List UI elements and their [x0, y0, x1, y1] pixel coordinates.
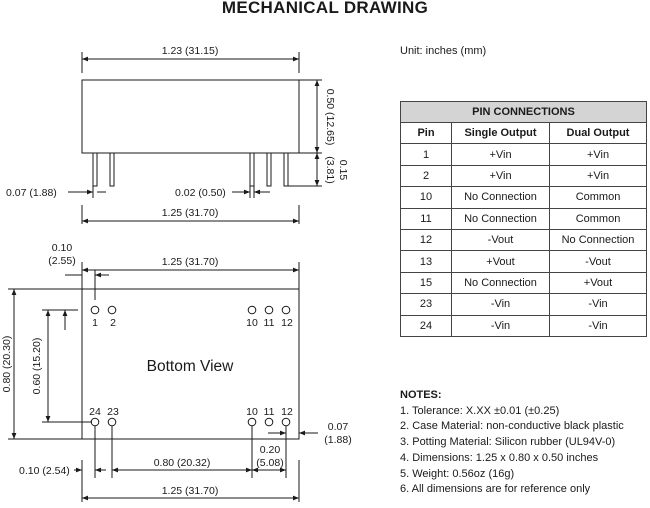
pin-hole: [91, 306, 99, 314]
note-item: 3. Potting Material: Silicon rubber (UL94V-0): [400, 436, 616, 449]
pin-number: 12: [281, 317, 293, 329]
dim-label: 0.80 (20.30): [1, 335, 13, 393]
table-row: [401, 294, 647, 315]
pin-cell: 15: [401, 272, 452, 293]
note-item: 5. Weight: 0.56oz (16g): [400, 467, 515, 480]
dim-label: 1.25 (31.70): [161, 207, 219, 219]
side-pin: [284, 153, 288, 186]
pin-number: 23: [107, 406, 119, 418]
pin-number: 12: [281, 406, 293, 418]
dual-output-cell: Common: [550, 187, 647, 208]
single-output-cell: -Vout: [452, 229, 550, 250]
dim-label: (3.81): [324, 156, 336, 184]
pin-connections-table: [400, 101, 647, 337]
pin-hole: [108, 418, 116, 426]
module-body-side: [82, 80, 299, 153]
dim-label: 0.10: [51, 242, 73, 254]
dim-label: 0.80 (20.32): [153, 457, 211, 469]
pin-hole: [108, 306, 116, 314]
table-row: [401, 144, 647, 165]
dual-output-cell: -Vout: [550, 251, 647, 272]
pin-hole: [282, 306, 290, 314]
dual-output-cell: +Vout: [550, 272, 647, 293]
table-row: [401, 229, 647, 250]
pin-cell: 10: [401, 187, 452, 208]
pin-hole: [248, 418, 256, 426]
single-output-cell: No Connection: [452, 187, 550, 208]
table-row: [401, 251, 647, 272]
column-header-pin: Pin: [401, 123, 452, 144]
pin-cell: 13: [401, 251, 452, 272]
pin-hole: [91, 418, 99, 426]
dim-label: 1.25 (31.70): [161, 256, 219, 268]
pin-number: 1: [92, 317, 98, 329]
dual-output-cell: No Connection: [550, 229, 647, 250]
note-item: 2. Case Material: non-conductive black plastic: [400, 420, 624, 433]
table-row: [401, 187, 647, 208]
pin-hole: [282, 418, 290, 426]
side-pin: [110, 153, 114, 186]
table-row: [401, 272, 647, 293]
pin-hole: [265, 418, 273, 426]
pin-number: 2: [110, 317, 116, 329]
pin-cell: 2: [401, 165, 452, 186]
dim-label: 0.60 (15.20): [31, 337, 43, 395]
side-pin: [250, 153, 254, 186]
dim-label: 0.20: [259, 444, 281, 456]
dim-label: (1.88): [324, 434, 352, 446]
dual-output-cell: Common: [550, 208, 647, 229]
dim-label: 0.07: [327, 421, 349, 433]
pin-number: 10: [246, 317, 258, 329]
pin-number: 11: [263, 317, 275, 329]
pin-cell: 23: [401, 294, 452, 315]
side-pin: [267, 153, 271, 186]
single-output-cell: +Vin: [452, 144, 550, 165]
column-header-single-output: Single Output: [452, 123, 550, 144]
table-caption: PIN CONNECTIONS: [401, 102, 647, 123]
single-output-cell: +Vout: [452, 251, 550, 272]
table-row: [401, 165, 647, 186]
pin-hole: [248, 306, 256, 314]
dim-label: 0.50 (12.65): [324, 88, 336, 146]
dual-output-cell: -Vin: [550, 294, 647, 315]
single-output-cell: -Vin: [452, 294, 550, 315]
note-item: 6. All dimensions are for reference only: [400, 483, 591, 496]
dual-output-cell: -Vin: [550, 315, 647, 336]
dim-label: 1.23 (31.15): [161, 45, 219, 57]
pin-cell: 24: [401, 315, 452, 336]
side-pin: [93, 153, 97, 186]
pin-hole: [265, 306, 273, 314]
notes-heading: NOTES:: [400, 389, 442, 401]
pin-number: 10: [246, 406, 258, 418]
dual-output-cell: +Vin: [550, 165, 647, 186]
dim-label: (5.08): [256, 457, 284, 469]
single-output-cell: +Vin: [452, 165, 550, 186]
table-row: [401, 208, 647, 229]
pin-cell: 1: [401, 144, 452, 165]
table-row: [401, 315, 647, 336]
dual-output-cell: +Vin: [550, 144, 647, 165]
pin-cell: 11: [401, 208, 452, 229]
pin-cell: 12: [401, 229, 452, 250]
dim-label: 0.02 (0.50): [175, 187, 226, 199]
column-header-dual-output: Dual Output: [550, 123, 647, 144]
single-output-cell: -Vin: [452, 315, 550, 336]
notes-section: [400, 388, 624, 498]
dim-label: 0.07 (1.88): [6, 187, 57, 199]
dim-label: 1.25 (31.70): [161, 485, 219, 497]
bottom-view-label: Bottom View: [146, 358, 234, 375]
dim-label: (2.55): [48, 255, 76, 267]
unit-label: Unit: inches (mm): [400, 45, 487, 57]
single-output-cell: No Connection: [452, 272, 550, 293]
note-item: 4. Dimensions: 1.25 x 0.80 x 0.50 inches: [400, 451, 599, 464]
dim-label: 0.15: [337, 159, 349, 181]
pin-number: 24: [89, 406, 101, 418]
dim-label: 0.10 (2.54): [19, 465, 70, 477]
pin-number: 11: [263, 406, 275, 418]
note-item: 1. Tolerance: X.XX ±0.01 (±0.25): [400, 404, 560, 417]
single-output-cell: No Connection: [452, 208, 550, 229]
drawing-title: MECHANICAL DRAWING: [221, 0, 429, 17]
